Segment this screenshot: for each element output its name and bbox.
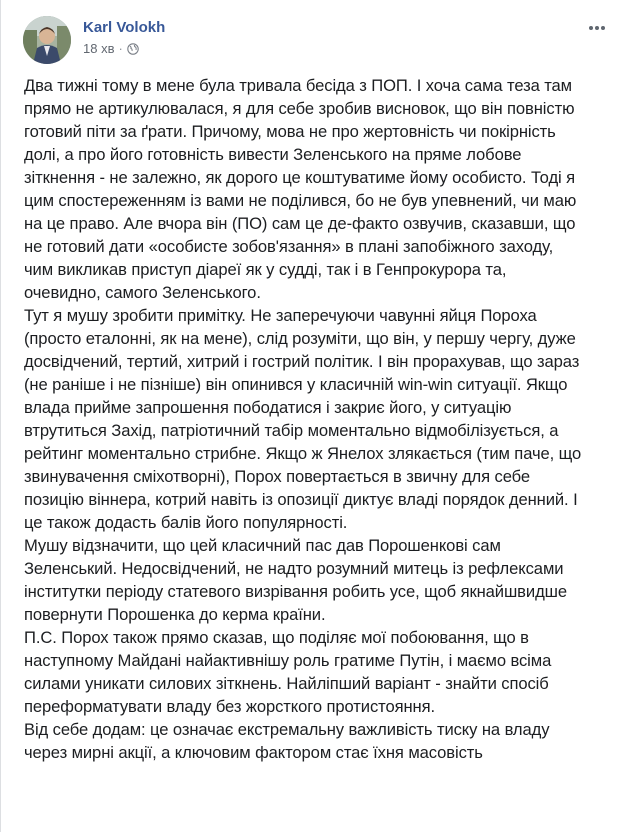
post-paragraph: Тут я мушу зробити примітку. Не заперечуючи чавунні яйця Пороха (просто еталонні, як на мене), слід розуміти, що він, у першу чергу, дуже досвідчений, тертий, хитрий і гострий політик. І він прорахував, що зараз (не раніше і не пізніше) він опинився у класичній win-win ситуації. Якщо влада прийме запрошення пободатися і закриє його, у ситуацію втрутиться Захід, патріотичний табір моментально відмобілізується, а рейтинг моментально стрибне. Якщо ж Янелох злякається (тим паче, що звинувачення сміхотворні), Порох повертається в звичну для себе позицію віннера, котрий навіть із опозиції диктує владі порядок денний. І це також додасть балів його популярності. <box>24 306 582 532</box>
author-name[interactable]: Karl Volokh <box>83 19 166 36</box>
post-timestamp[interactable]: 18 хв <box>83 41 115 56</box>
post-meta <box>83 41 139 56</box>
avatar[interactable] <box>23 16 71 64</box>
post-header <box>23 16 613 64</box>
post-paragraph: Мушу відзначити, що цей класичний пас дав Порошенкові сам Зеленський. Недосвідчений, не надто розумний митець із рефлексами інститутки періоду статевого визрівання робить усе, щоб якнайшвидше повернути Порошенка до керма країни. <box>24 536 567 624</box>
post-paragraph: Від себе додам: це означає екстремальну важливість тиску на владу через мирні акції, а ключовим фактором стає їхня масовість <box>24 720 550 762</box>
more-options-icon[interactable] <box>585 20 609 36</box>
post-paragraph: Два тижні тому в мене була тривала бесіда з ПОП. І хоча сама теза там прямо не артикулювалася, я для себе зробив висновок, що він повністю готовий піти за ґрати. Причому, мова не про жертовність чи покірність долі, а про його готовність вивести Зеленського на пряме лобове зіткнення - не залежно, як дорого це коштуватиме йому особисто. Тоді я цим спостереженням із вами не поділився, бо не був упевнений, чи маю на це право. Але вчора він (ПО) сам це де-факто озвучив, сказавши, що не готовий дати «особисте зобов'язання» в плані запобіжного заходу, чим викликав приступ діареї як у судді, так і в Генпрокурора та, очевидно, самого Зеленського. <box>24 76 577 302</box>
globe-icon[interactable] <box>127 43 139 55</box>
meta-separator: · <box>118 41 123 56</box>
post-body <box>24 74 624 764</box>
avatar-photo <box>23 16 71 64</box>
post-paragraph: П.С. Порох також прямо сказав, що поділяє мої побоювання, що в наступному Майдані найактивнішу роль гратиме Путін, і маємо всіма силами уникати силових зіткнень. Найліпший варіант - знайти спосіб переформатувати владу без жорсткого протистояння. <box>24 628 552 716</box>
